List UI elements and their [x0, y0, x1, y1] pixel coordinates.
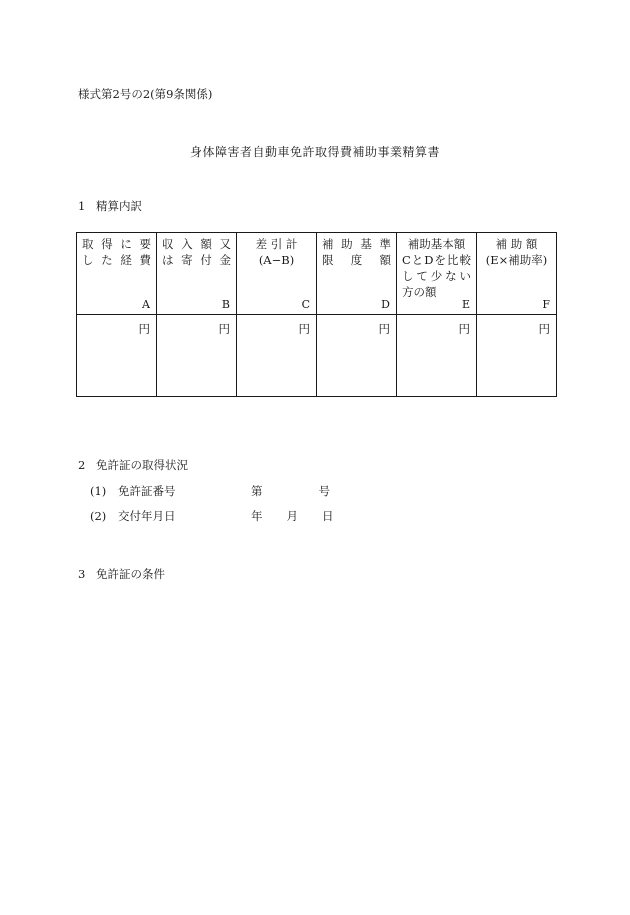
- yen-unit: 円: [378, 322, 390, 336]
- column-letter: C: [301, 298, 310, 311]
- day-label: 日: [322, 509, 334, 523]
- header-line: CとDを比較: [402, 253, 471, 267]
- header-line: し た 経 費: [82, 253, 151, 267]
- header-line: は 寄 付 金: [162, 253, 231, 267]
- section-3-heading: [78, 566, 165, 582]
- section-1-heading: [78, 198, 142, 214]
- yen-unit: 円: [138, 322, 150, 336]
- header-line: 補 助 額: [495, 237, 538, 251]
- document-title: 身体障害者自動車免許取得費補助事業精算書: [189, 145, 440, 159]
- yen-unit: 円: [538, 322, 550, 336]
- value-cell-e[interactable]: [397, 315, 477, 397]
- value-cell-c[interactable]: [237, 315, 317, 397]
- value-cell-d[interactable]: [317, 315, 397, 397]
- table-header-row: [77, 233, 557, 315]
- field-label: 免許証番号: [118, 484, 176, 498]
- value-cell-b[interactable]: [157, 315, 237, 397]
- value-cell-a[interactable]: [77, 315, 157, 397]
- field-label: 交付年月日: [118, 509, 176, 523]
- issue-date-row: [90, 508, 334, 524]
- license-number-row: [90, 483, 330, 499]
- table-value-row: [77, 315, 557, 397]
- header-line: 補助基本額: [407, 237, 466, 251]
- form-number: 様式第2号の2(第9条関係): [78, 87, 213, 101]
- year-label: 年: [251, 509, 263, 523]
- yen-unit: 円: [218, 322, 230, 336]
- column-letter: A: [142, 298, 150, 311]
- section-number: 1: [78, 199, 86, 213]
- header-line: 限 度 額: [322, 253, 391, 267]
- header-line: して少ない: [402, 269, 471, 283]
- value-cell-f[interactable]: [477, 315, 557, 397]
- header-line: 収 入 額 又: [162, 237, 231, 251]
- section-number: 2: [78, 458, 86, 472]
- section-number: 3: [78, 567, 86, 581]
- yen-unit: 円: [458, 322, 470, 336]
- license-number-suffix: 号: [318, 484, 330, 498]
- item-number: (2): [90, 509, 107, 523]
- header-cell-d: [317, 233, 397, 315]
- column-letter: B: [221, 298, 230, 311]
- section-2-heading: [78, 457, 188, 473]
- header-line: 差 引 計: [255, 237, 298, 251]
- item-number: (1): [90, 484, 107, 498]
- header-cell-f: [477, 233, 557, 315]
- header-cell-b: [157, 233, 237, 315]
- section-title: 免許証の取得状況: [96, 458, 188, 472]
- header-line: 取 得 に 要: [82, 237, 151, 251]
- settlement-table: [76, 232, 557, 397]
- header-cell-c: [237, 233, 317, 315]
- column-letter: F: [542, 298, 550, 311]
- header-line: 補 助 基 準: [322, 237, 391, 251]
- yen-unit: 円: [298, 322, 310, 336]
- header-line: 方の額: [402, 285, 437, 299]
- month-label: 月: [286, 509, 298, 523]
- section-title: 免許証の条件: [96, 567, 165, 581]
- header-cell-e: [397, 233, 477, 315]
- license-number-prefix: 第: [251, 484, 263, 498]
- header-line: (A−B): [258, 253, 295, 267]
- column-letter: E: [461, 298, 470, 311]
- header-cell-a: [77, 233, 157, 315]
- section-title: 精算内訳: [96, 199, 142, 213]
- header-line: (E×補助率): [485, 253, 548, 267]
- column-letter: D: [381, 298, 390, 311]
